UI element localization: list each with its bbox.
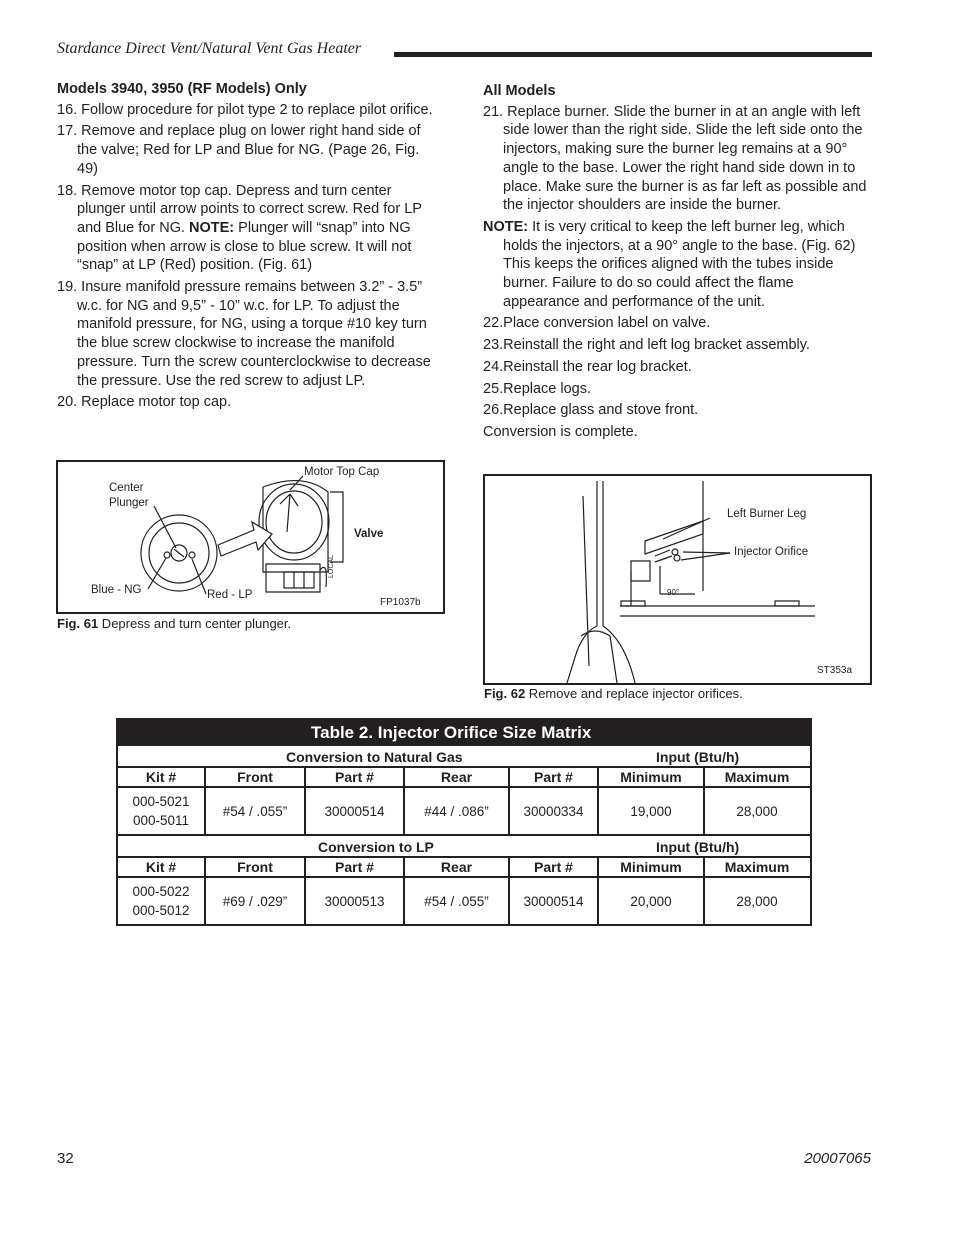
table-row	[118, 878, 810, 924]
col-header-kit: Kit #	[118, 768, 206, 786]
step-18-note-text: Plunger will “snap” into NG position when arrow is close to blue screw. It will not “snap” at LP (Red) position. (Fig. 61)	[77, 219, 412, 274]
cell-kit: 000-5022 000-5012	[118, 878, 206, 924]
section-heading-all-models: All Models	[483, 83, 556, 99]
cell-minimum: 19,000	[599, 788, 705, 834]
left-column	[57, 80, 442, 415]
note-text: It is very critical to keep the left burner leg, which holds the injectors, at a 90° angle to the base. (Fig. 62) This keeps the orifices aligned with the tubes inside burner. Failure to do so could affect the flame appearance and performance of the unit.	[503, 218, 856, 310]
cell-front: #54 / .055”	[206, 788, 306, 834]
figure-61-caption	[57, 616, 291, 631]
section-heading-rf-models: Models 3940, 3950 (RF Models) Only	[57, 81, 307, 97]
step-18-note-label: NOTE:	[189, 219, 235, 236]
figure-61-valve-diagram	[56, 460, 445, 614]
col-header-front: Front	[206, 768, 306, 786]
label-motor-top-cap: Motor Top Cap	[304, 466, 380, 478]
step-16: 16. Follow procedure for pilot type 2 to replace pilot orifice.	[57, 101, 433, 118]
label-center-plunger-2: Plunger	[109, 497, 149, 509]
page-number: 32	[57, 1150, 74, 1167]
col-header-rear: Rear	[405, 858, 510, 876]
cell-rear-part: 30000334	[510, 788, 599, 834]
col-header-kit: Kit #	[118, 858, 206, 876]
step-24: 24.Reinstall the rear log bracket.	[483, 358, 692, 375]
cell-minimum: 20,000	[599, 878, 705, 924]
input-btuh-label-lp: Input (Btu/h)	[656, 839, 740, 855]
cell-rear: #44 / .086”	[405, 788, 510, 834]
table-column-headers-lp	[118, 858, 810, 878]
col-header-minimum: Minimum	[599, 858, 705, 876]
table-section-header-ng	[118, 746, 810, 768]
label-center-plunger-1: Center	[109, 482, 144, 494]
step-17: 17. Remove and replace plug on lower right hand side of the valve; Red for LP and Blue for NG. (Page 26, Fig. 49)	[57, 123, 421, 177]
col-header-rear: Rear	[405, 768, 510, 786]
col-header-rear-part: Part #	[510, 768, 599, 786]
table-section-header-lp	[118, 836, 810, 858]
cell-maximum: 28,000	[736, 893, 778, 909]
input-btuh-label: Input (Btu/h)	[656, 749, 740, 765]
page-header-title: Stardance Direct Vent/Natural Vent Gas Heater	[57, 40, 362, 57]
figure-62-caption	[484, 686, 743, 701]
label-local: LOCAL	[328, 555, 335, 578]
table-column-headers	[118, 768, 810, 788]
figure-61-caption-label: Fig. 61	[57, 616, 99, 631]
step-22: 22.Place conversion label on valve.	[483, 315, 711, 332]
step-18-text: 18. Remove motor top cap. Depress and turn center plunger until arrow points to correct screw. Red for LP and Blue for NG.	[57, 182, 422, 236]
cell-maximum: 28,000	[736, 803, 778, 819]
figure-62-caption-label: Fig. 62	[484, 686, 526, 701]
step-25: 25.Replace logs.	[483, 380, 592, 397]
right-column	[483, 82, 868, 445]
cell-front: #69 / .029”	[206, 878, 306, 924]
cell-front-part: 30000514	[306, 788, 405, 834]
step-23: 23.Reinstall the right and left log bracket assembly.	[483, 337, 810, 354]
cell-rear-part: 30000514	[510, 878, 599, 924]
step-21: 21. Replace burner. Slide the burner in at an angle with left side lower than the right side. Slide the left side onto the injectors, making sure the burner leg remains at a 90° angle to the base. Lower the right hand side down in to place. Make sure the burner is as far left as possible and the injector shoulders are inside the burner.	[483, 103, 867, 214]
label-blue-ng: Blue - NG	[91, 584, 142, 596]
cell-rear: #54 / .055”	[405, 878, 510, 924]
step-18	[57, 182, 442, 276]
burner-illustration	[485, 476, 870, 683]
injector-orifice-table	[116, 718, 812, 926]
note-label: NOTE:	[483, 218, 529, 235]
col-header-front: Front	[206, 858, 306, 876]
note-burner-leg	[483, 218, 868, 312]
col-header-maximum: Maximum	[724, 769, 790, 785]
step-20: 20. Replace motor top cap.	[57, 394, 232, 411]
col-header-front-part: Part #	[306, 768, 405, 786]
table-row	[118, 788, 810, 836]
figure-61-caption-text: Depress and turn center plunger.	[98, 616, 292, 631]
table-title: Table 2. Injector Orifice Size Matrix	[118, 720, 810, 746]
label-90-degree: 90°	[667, 588, 680, 597]
figure-62-burner-diagram	[483, 474, 872, 685]
col-header-rear-part: Part #	[510, 858, 599, 876]
col-header-minimum: Minimum	[599, 768, 705, 786]
cell-kit: 000-5021 000-5011	[118, 788, 206, 834]
document-number: 20007065	[804, 1150, 871, 1167]
section-heading-lp: Conversion to LP	[318, 839, 434, 855]
label-red-lp: Red - LP	[207, 589, 253, 601]
label-valve: Valve	[354, 528, 384, 540]
section-heading-natural-gas: Conversion to Natural Gas	[286, 749, 463, 765]
figure-62-caption-text: Remove and replace injector orifices.	[525, 686, 743, 701]
header-rule	[394, 52, 872, 57]
step-26: 26.Replace glass and stove front.	[483, 402, 699, 419]
col-header-maximum: Maximum	[724, 859, 790, 875]
cell-front-part: 30000513	[306, 878, 405, 924]
col-header-front-part: Part #	[306, 858, 405, 876]
step-19: 19. Insure manifold pressure remains between 3.2” - 3.5” w.c. for NG and 9,5” - 10” w.c. for LP. To adjust the manifold pressure, for NG, using a torque #10 key turn the blue screw clockwise to increase the manifold pressure. Turn the screw counterclockwise to decrease the pressure. Use the red screw to adjust LP.	[57, 279, 431, 389]
figure-62-code: ST353a	[817, 665, 853, 676]
conversion-complete: Conversion is complete.	[483, 423, 638, 440]
label-left-burner-leg: Left Burner Leg	[727, 508, 807, 520]
label-injector-orifice: Injector Orifice	[734, 546, 809, 558]
figure-61-code: FP1037b	[380, 597, 421, 608]
